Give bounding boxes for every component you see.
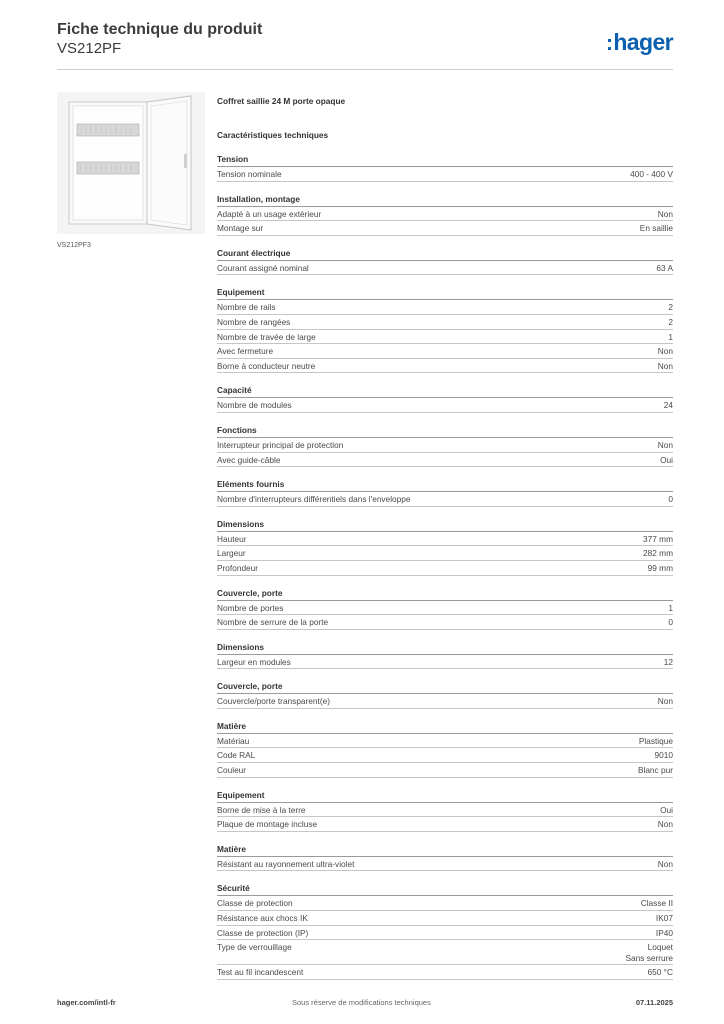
spec-label: Profondeur (217, 562, 259, 573)
spec-value-line: 400 - 400 V (630, 169, 673, 179)
spec-label: Couleur (217, 765, 247, 776)
group-title: Dimensions (217, 517, 673, 532)
spec-row (217, 694, 673, 709)
image-caption: VS212PF3 (57, 242, 91, 249)
spec-value-line: IP40 (655, 927, 673, 938)
spec-label: Largeur (217, 548, 246, 559)
spec-groups (217, 152, 673, 980)
spec-row (217, 561, 673, 576)
spec-group (217, 246, 673, 276)
spec-label: Largeur en modules (217, 656, 291, 667)
spec-group (217, 640, 673, 670)
spec-row (217, 926, 673, 941)
spec-row (217, 817, 673, 832)
spec-label: Borne de mise à la terre (217, 804, 306, 815)
spec-value-line: 99 mm (647, 562, 673, 573)
spec-group (217, 881, 673, 979)
group-title: Dimensions (217, 640, 673, 655)
spec-value (641, 898, 673, 909)
spec-label: Type de verrouillage (217, 942, 292, 953)
spec-group (217, 192, 673, 236)
spec-value-line: Non (657, 208, 673, 219)
spec-value-line: Classe II (640, 898, 673, 909)
spec-label: Interrupteur principal de protection (217, 439, 344, 450)
spec-row (217, 492, 673, 507)
spec-label: Nombre de modules (217, 400, 292, 411)
spec-value-line: 282 mm (643, 548, 673, 559)
spec-label: Couvercle/porte transparent(e) (217, 696, 330, 707)
spec-value (658, 361, 673, 372)
spec-row (217, 803, 673, 818)
spec-label: Code RAL (217, 750, 256, 761)
spec-value-line: 9010 (654, 750, 673, 761)
group-title: Equipement (217, 788, 673, 803)
spec-value (664, 400, 673, 411)
group-title: Sécurité (217, 881, 673, 896)
spec-label: Avec guide-câble (217, 454, 281, 465)
spec-label: Matériau (217, 735, 250, 746)
logo-dots-icon: : (605, 32, 613, 55)
spec-label: Borne à conducteur neutre (217, 360, 316, 371)
spec-value-line: 1 (668, 602, 673, 613)
spec-label: Nombre de portes (217, 602, 284, 613)
spec-row (217, 330, 673, 345)
spec-row (217, 896, 673, 911)
spec-value-line: 2 (668, 302, 673, 313)
spec-value-line: 0 (668, 494, 673, 505)
spec-group (217, 285, 673, 373)
spec-group (217, 152, 673, 182)
spec-row (217, 615, 673, 630)
spec-row (217, 398, 673, 413)
spec-value (656, 913, 673, 924)
spec-value (658, 696, 673, 707)
spec-value-line: 2 (668, 316, 673, 327)
group-title: Fonctions (217, 423, 673, 438)
spec-row (217, 453, 673, 468)
spec-label: Montage sur (217, 223, 264, 234)
spec-label: Classe de protection (217, 898, 293, 909)
spec-value-line: En saillie (639, 223, 673, 234)
spec-value-line: 1 (668, 331, 673, 342)
group-title: Equipement (217, 285, 673, 300)
spec-value-line: 0 (668, 617, 673, 628)
spec-row (217, 965, 673, 980)
spec-value (658, 209, 673, 220)
product-image (57, 92, 205, 234)
spec-value-line: Non (657, 439, 673, 450)
spec-value-line: Non (657, 346, 673, 357)
footer-date: 07.11.2025 (635, 998, 673, 1007)
spec-value (648, 563, 673, 574)
spec-label: Nombre de rangées (217, 316, 291, 327)
spec-row (217, 546, 673, 561)
hager-logo (606, 29, 673, 56)
spec-value (668, 617, 673, 628)
footer-disclaimer: Sous réserve de modifications techniques (292, 998, 431, 1007)
group-title: Tension (217, 152, 673, 167)
spec-label: Courant assigné nominal (217, 262, 309, 273)
page-header (57, 21, 673, 70)
spec-label: Résistance aux chocs IK (217, 913, 308, 924)
spec-row (217, 763, 673, 778)
spec-row (217, 207, 673, 222)
spec-value (655, 750, 673, 761)
spec-value (668, 302, 673, 313)
spec-group (217, 842, 673, 872)
spec-label: Test au fil incandescent (217, 967, 304, 978)
enclosure-illustration (57, 92, 205, 234)
spec-value (668, 332, 673, 343)
spec-label: Hauteur (217, 533, 247, 544)
document-title: Fiche technique du produit (57, 21, 263, 38)
spec-value (668, 494, 673, 505)
spec-label: Résistant au rayonnement ultra-violet (217, 858, 355, 869)
spec-value (660, 455, 673, 466)
spec-label: Tension nominale (217, 169, 282, 179)
specification-sheet (217, 94, 673, 980)
spec-value (643, 534, 673, 545)
spec-value-line: IK07 (655, 913, 673, 924)
spec-value (643, 548, 673, 559)
group-title: Matière (217, 842, 673, 857)
group-title: Couvercle, porte (217, 586, 673, 601)
spec-value (658, 346, 673, 357)
spec-row (217, 601, 673, 616)
spec-label: Nombre de serrure de la porte (217, 617, 329, 628)
spec-group (217, 719, 673, 778)
spec-row (217, 532, 673, 547)
spec-row (217, 655, 673, 670)
spec-group (217, 477, 673, 507)
spec-group (217, 383, 673, 413)
spec-value (630, 169, 673, 180)
spec-value (668, 317, 673, 328)
spec-row (217, 221, 673, 236)
spec-value (658, 859, 673, 870)
spec-row (217, 315, 673, 330)
spec-value-line: 377 mm (643, 533, 673, 544)
spec-row (217, 940, 673, 965)
section-heading: Caractéristiques techniques (217, 130, 329, 140)
spec-label: Nombre d'interrupteurs différentiels dans l'enveloppe (217, 494, 411, 505)
spec-value-line: Non (657, 858, 673, 869)
group-title: Courant électrique (217, 246, 673, 261)
spec-value-line: Non (657, 819, 673, 830)
spec-label: Adapté à un usage extérieur (217, 208, 322, 219)
product-name: Coffret saillie 24 M porte opaque (217, 96, 346, 106)
spec-value (668, 603, 673, 614)
spec-value-line: Oui (660, 454, 673, 465)
spec-value (660, 805, 673, 816)
spec-row (217, 167, 673, 182)
spec-value (658, 440, 673, 451)
spec-row (217, 344, 673, 359)
spec-value (638, 765, 673, 776)
spec-group (217, 679, 673, 709)
spec-row (217, 261, 673, 276)
spec-value-line: Plastique (638, 735, 673, 746)
product-reference: VS212PF (57, 40, 122, 57)
spec-value-line: Non (657, 360, 673, 371)
spec-row (217, 734, 673, 749)
footer-website[interactable]: hager.com/intl-fr (57, 998, 116, 1007)
group-title: Installation, montage (217, 192, 673, 207)
spec-group (217, 586, 673, 630)
group-title: Matière (217, 719, 673, 734)
spec-value-line: 63 A (656, 262, 673, 273)
group-title: Capacité (217, 383, 673, 398)
logo-text: hager (613, 29, 673, 55)
spec-value (656, 928, 673, 939)
spec-label: Avec fermeture (217, 346, 274, 357)
spec-value-line: Loquet (647, 942, 673, 953)
group-title: Couvercle, porte (217, 679, 673, 694)
spec-label: Classe de protection (IP) (217, 927, 309, 938)
spec-row (217, 359, 673, 374)
spec-value-line: Oui (660, 804, 673, 815)
spec-group (217, 517, 673, 576)
spec-value-line: 12 (663, 656, 673, 667)
spec-value (658, 819, 673, 830)
spec-group (217, 423, 673, 467)
spec-value (656, 263, 673, 274)
spec-value (626, 942, 674, 964)
group-title: Eléments fournis (217, 477, 673, 492)
spec-value (639, 736, 673, 747)
spec-value-line: 24 (663, 400, 673, 411)
spec-value (648, 967, 673, 978)
spec-label: Plaque de montage incluse (217, 819, 318, 830)
spec-row (217, 911, 673, 926)
spec-value-line: Blanc pur (637, 765, 673, 776)
spec-value-line: Sans serrure (625, 953, 673, 964)
spec-row (217, 300, 673, 315)
spec-row (217, 748, 673, 763)
spec-row (217, 438, 673, 453)
spec-value-line: 650 °C (647, 967, 673, 978)
spec-value-line: Non (657, 696, 673, 707)
spec-value (664, 657, 673, 668)
spec-group (217, 788, 673, 832)
spec-value (640, 223, 673, 234)
spec-row (217, 857, 673, 872)
spec-label: Nombre de rails (217, 302, 276, 313)
spec-label: Nombre de travée de large (217, 331, 316, 342)
